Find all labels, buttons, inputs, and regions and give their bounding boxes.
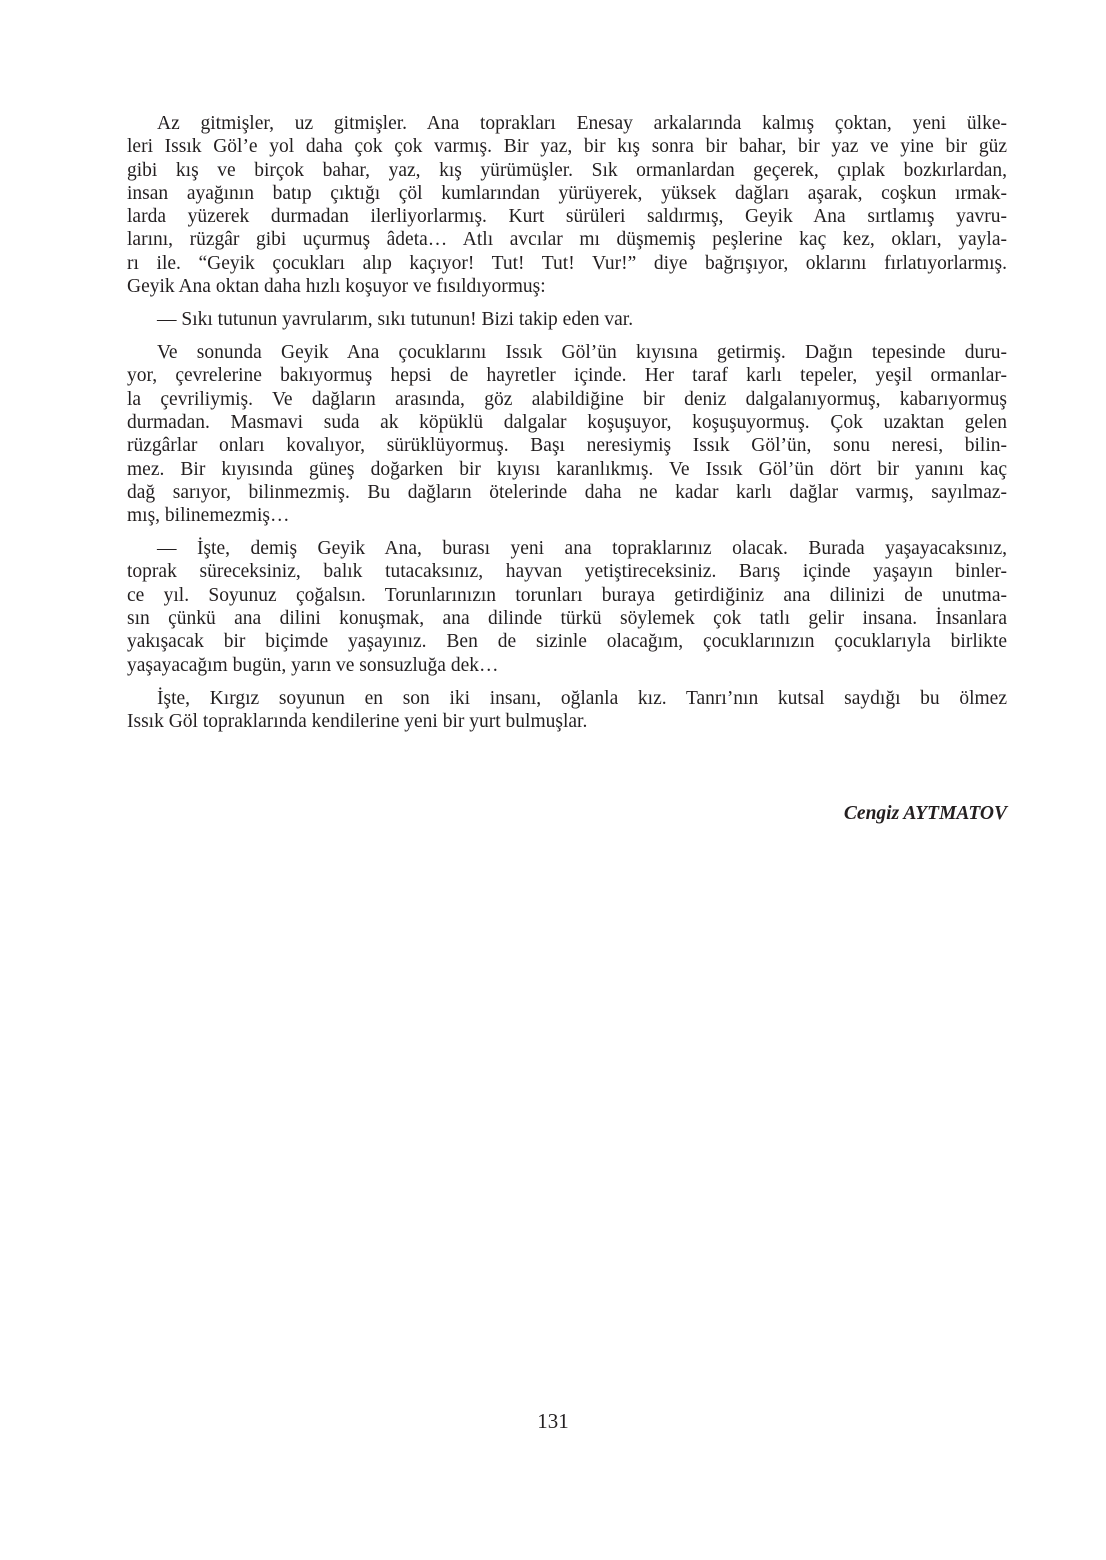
body-text	[127, 112, 1007, 743]
text-line: la çevriliymiş. Ve dağların arasında, göz alabildiğine bir deniz dalgalanıyormuş, kabarıyormuş	[127, 388, 1007, 410]
text-line: gibi kış ve birçok bahar, yaz, kış yürümüşler. Sık ormanlardan geçerek, çıplak bozkırlardan,	[127, 159, 1007, 181]
text-line: mez. Bir kıyısında güneş doğarken bir kıyısı karanlıkmış. Ve Issık Göl’ün dört bir yanını kaç	[127, 458, 1007, 480]
text-line: İşte, Kırgız soyunun en son iki insanı, oğlanla kız. Tanrı’nın kutsal saydığı bu ölmez	[157, 687, 1007, 709]
text-line: toprak süreceksiniz, balık tutacaksınız, hayvan yetiştireceksiniz. Barış içinde yaşayın binler-	[127, 561, 1007, 583]
text-line: rüzgârlar onları kovalıyor, sürüklüyormuş. Başı neresiymiş Issık Göl’ün, sonu neresi, bilin-	[127, 435, 1007, 457]
text-line: rı ile. “Geyik çocukları alıp kaçıyor! Tut! Tut! Vur!” diye bağrışıyor, oklarını fırlatıyorlarmış.	[127, 252, 1007, 274]
text-line: yakışacak bir biçimde yaşayınız. Ben de sizinle olacağım, çocuklarınızın çocuklarıyla birlikte	[127, 631, 1007, 653]
text-line: Ve sonunda Geyik Ana çocuklarını Issık Göl’ün kıyısına getirmiş. Dağın tepesinde duru-	[157, 342, 1007, 364]
text-line: Az gitmişler, uz gitmişler. Ana toprakları Enesay arkalarında kalmış çoktan, yeni ülke-	[157, 113, 1007, 134]
text-line: Geyik Ana oktan daha hızlı koşuyor ve fısıldıyormuş:	[127, 276, 546, 298]
text-line: mış, bilinemezmiş…	[127, 505, 290, 527]
paragraph	[127, 112, 1007, 298]
paragraph	[127, 537, 1007, 677]
text-line: yor, çevrelerine bakıyormuş hepsi de hayretler içinde. Her taraf karlı tepeler, yeşil ormanlar-	[127, 365, 1007, 387]
text-line: Issık Göl topraklarında kendilerine yeni bir yurt bulmuşlar.	[127, 710, 588, 732]
text-line: leri Issık Göl’e yol daha çok çok varmış. Bir yaz, bir kış sonra bir bahar, bir yaz ve yine bir güz	[127, 136, 1007, 158]
text-line: sın çünkü ana dilini konuşmak, ana dilinde türkü söylemek çok tatlı gelir insana. İnsanlara	[127, 608, 1007, 629]
text-line: — Sıkı tutunun yavrularım, sıkı tutunun! Bizi takip eden var.	[157, 309, 634, 331]
text-line: insan ayağının batıp çıktığı çöl kumlarından yürüyerek, yüksek dağları aşarak, coşkun ırmak-	[127, 182, 1007, 204]
text-line: — İşte, demiş Geyik Ana, burası yeni ana topraklarınız olacak. Burada yaşayacaksınız,	[157, 538, 1007, 560]
text-line: yaşayacağım bugün, yarın ve sonsuzluğa dek…	[127, 654, 499, 676]
text-line: larda yüzerek durmadan ilerliyorlarmış. Kurt sürüleri saldırmış, Geyik Ana sırtlamış yavru-	[127, 206, 1007, 228]
paragraph	[127, 308, 1007, 331]
text-line: ce yıl. Soyunuz çoğalsın. Torunlarınızın torunları buraya getirdiğiniz ana dilinizi de unutma-	[127, 584, 1007, 606]
page-number: 131	[537, 1409, 569, 1433]
text-line: dağ sarıyor, bilinmezmiş. Bu dağların ötelerinde daha ne kadar karlı dağlar varmış, sayılmaz-	[127, 481, 1007, 503]
text-line: larını, rüzgâr gibi uçurmuş âdeta… Atlı avcılar mı düşmemiş peşlerine kaç kez, okları, yayla-	[127, 229, 1007, 251]
text-line: durmadan. Masmavi suda ak köpüklü dalgalar koşuşuyor, koşuşuyormuş. Çok uzaktan gelen	[127, 411, 1007, 433]
author-signature: Cengiz AYTMATOV	[843, 803, 1007, 824]
paragraph	[127, 341, 1007, 527]
paragraph	[127, 687, 1007, 734]
